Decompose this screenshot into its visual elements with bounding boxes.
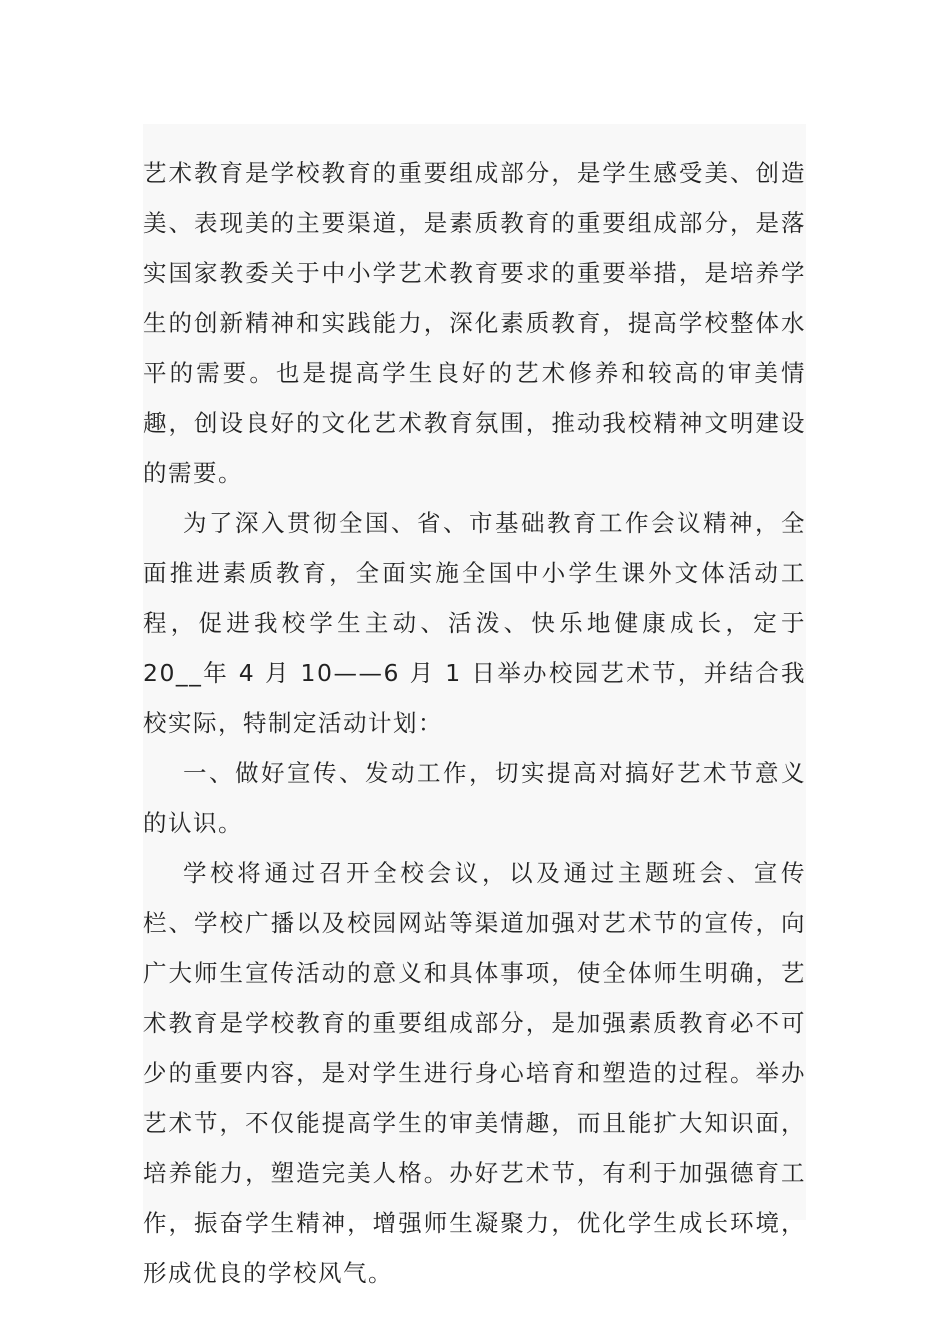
section-heading-1: 一、做好宣传、发动工作，切实提高对搞好艺术节意义的认识。 xyxy=(143,759,806,837)
document-body xyxy=(143,124,806,1287)
paragraph-publicity: 学校将通过召开全校会议，以及通过主题班会、宣传栏、学校广播以及校园网站等渠道加强对艺术节的宣传，向广大师生宣传活动的意义和具体事项，使全体师生明确，艺术教育是学校教育的重要组成部分，是加强素质教育必不可少的重要内容，是对学生进行身心培育和塑造的过程。举办艺术节，不仅能提高学生的审美情趣，而且能扩大知识面，培养能力，塑造完美人格。办好艺术节，有利于加强德育工作，振奋学生精神，增强师生凝聚力，优化学生成长环境，形成优良的学校风气。 xyxy=(143,859,806,1287)
paragraph-purpose: 为了深入贯彻全国、省、市基础教育工作会议精神，全面推进素质教育，全面实施全国中小学生课外文体活动工程，促进我校学生主动、活泼、快乐地健康成长，定于 20__年 4 月 10——6 月 1 日举办校园艺术节，并结合我校实际，特制定活动计划： xyxy=(143,509,806,737)
paragraph-intro: 艺术教育是学校教育的重要组成部分，是学生感受美、创造美、表现美的主要渠道，是素质教育的重要组成部分，是落实国家教委关于中小学艺术教育要求的重要举措，是培养学生的创新精神和实践能力，深化素质教育，提高学校整体水平的需要。也是提高学生良好的艺术修养和较高的审美情趣，创设良好的文化艺术教育氛围，推动我校精神文明建设的需要。 xyxy=(143,159,806,487)
